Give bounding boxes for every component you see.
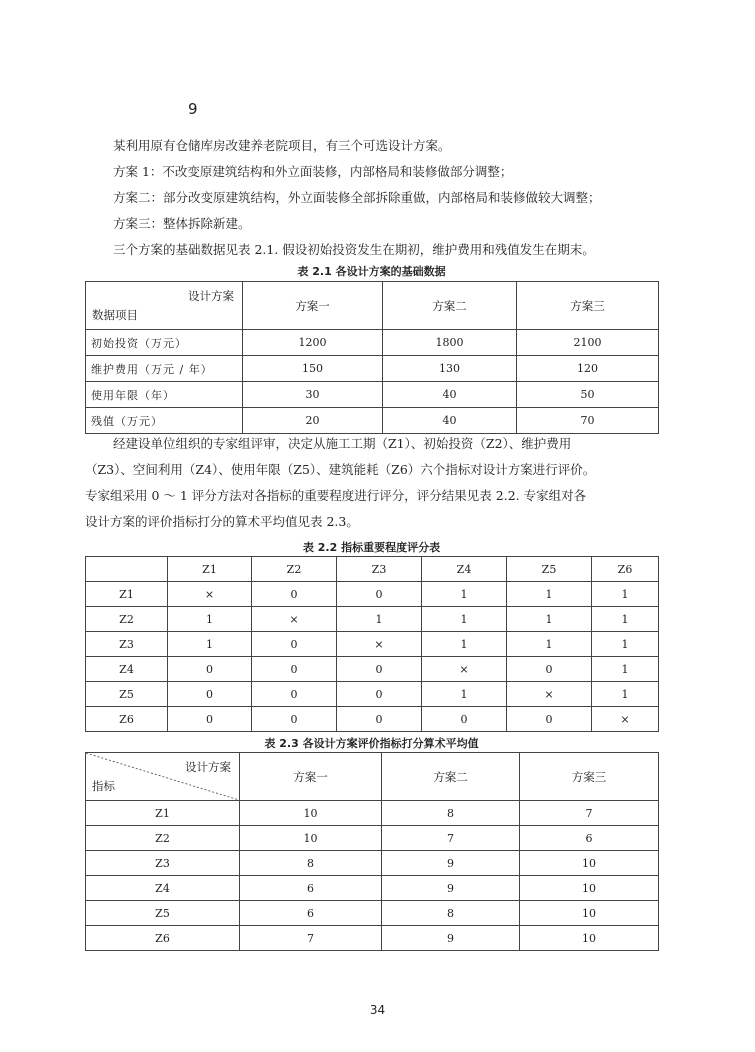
column-header: 方案一 bbox=[243, 282, 383, 330]
table-cell: 6 bbox=[520, 826, 659, 851]
table-cell: 10 bbox=[240, 801, 382, 826]
table-cell: 40 bbox=[383, 408, 517, 434]
table-cell: 8 bbox=[240, 851, 382, 876]
middle-line: （Z3）、空间利用（Z4）、使用年限（Z5）、建筑能耗（Z6）六个指标对设计方案进行评价。 bbox=[85, 462, 596, 477]
table-row bbox=[86, 876, 659, 901]
table-cell: 1 bbox=[592, 657, 659, 682]
table-cell: 1 bbox=[337, 607, 422, 632]
table-cell: 7 bbox=[382, 826, 520, 851]
row-label: 使用年限（年） bbox=[86, 382, 243, 408]
row-label: Z2 bbox=[86, 826, 240, 851]
table1-caption: 表 2.1 各设计方案的基础数据 bbox=[297, 265, 446, 278]
table-cell: 150 bbox=[243, 356, 383, 382]
corner-bottom-label: 数据项目 bbox=[92, 308, 138, 322]
table-cell: 7 bbox=[240, 926, 382, 951]
table-cell: 0 bbox=[252, 632, 337, 657]
table-cell: × bbox=[592, 707, 659, 732]
middle-line: 经建设单位组织的专家组评审，决定从施工工期（Z1）、初始投资（Z2）、维护费用 bbox=[113, 436, 572, 451]
table-cell: 6 bbox=[240, 901, 382, 926]
row-label: 初始投资（万元） bbox=[86, 330, 243, 356]
table-cell: 0 bbox=[337, 707, 422, 732]
row-label: Z5 bbox=[86, 901, 240, 926]
table-cell: 30 bbox=[243, 382, 383, 408]
row-label: Z6 bbox=[86, 707, 168, 732]
table-cell: 0 bbox=[337, 682, 422, 707]
table-cell: × bbox=[252, 607, 337, 632]
page-number: 34 bbox=[369, 1003, 386, 1017]
table-cell: 9 bbox=[382, 926, 520, 951]
table-cell: 1 bbox=[507, 582, 592, 607]
table3-corner-cell bbox=[86, 753, 240, 801]
corner-top-label: 设计方案 bbox=[188, 289, 234, 303]
table-cell: 1 bbox=[422, 582, 507, 607]
table-cell: 0 bbox=[252, 657, 337, 682]
table-cell: 10 bbox=[520, 851, 659, 876]
table-row bbox=[86, 382, 659, 408]
row-label: Z1 bbox=[86, 582, 168, 607]
table-cell: 1 bbox=[168, 607, 252, 632]
table-cell: 0 bbox=[168, 707, 252, 732]
table-cell: 1 bbox=[592, 632, 659, 657]
intro-line: 方案三：整体拆除新建。 bbox=[113, 216, 251, 231]
table-row bbox=[86, 851, 659, 876]
table-cell: 120 bbox=[517, 356, 659, 382]
table-cell: 1 bbox=[422, 682, 507, 707]
row-label: Z3 bbox=[86, 851, 240, 876]
table-cell: 0 bbox=[337, 657, 422, 682]
intro-line: 某利用原有仓储库房改建养老院项目，有三个可选设计方案。 bbox=[113, 138, 451, 153]
table-cell: 0 bbox=[168, 657, 252, 682]
table-cell: 0 bbox=[422, 707, 507, 732]
table-cell: 10 bbox=[520, 901, 659, 926]
table-cell: 1 bbox=[507, 632, 592, 657]
table-cell: 10 bbox=[520, 926, 659, 951]
table-cell: 9 bbox=[382, 876, 520, 901]
table-cell: 70 bbox=[517, 408, 659, 434]
column-header: Z5 bbox=[507, 557, 592, 582]
table-header-row bbox=[86, 282, 659, 330]
row-label: Z4 bbox=[86, 876, 240, 901]
table2-caption: 表 2.2 指标重要程度评分表 bbox=[302, 541, 441, 554]
table-cell: 10 bbox=[240, 826, 382, 851]
table-cell: 1 bbox=[592, 582, 659, 607]
table-cell: 0 bbox=[337, 582, 422, 607]
middle-paragraph bbox=[85, 431, 685, 535]
table-cell: 0 bbox=[252, 682, 337, 707]
row-label: Z5 bbox=[86, 682, 168, 707]
intro-line: 三个方案的基础数据见表 2.1. 假设初始投资发生在期初，维护费用和残值发生在期末。 bbox=[113, 242, 595, 257]
table-row bbox=[86, 408, 659, 434]
table-cell: 0 bbox=[168, 682, 252, 707]
table-row bbox=[86, 657, 659, 682]
table-importance-scores bbox=[85, 556, 659, 732]
table-cell: × bbox=[168, 582, 252, 607]
table1-corner-cell bbox=[86, 282, 243, 330]
column-header: Z3 bbox=[337, 557, 422, 582]
corner-bottom-label: 指标 bbox=[92, 779, 115, 793]
middle-line: 设计方案的评价指标打分的算术平均值见表 2.3。 bbox=[85, 514, 359, 529]
table-cell: 1 bbox=[422, 607, 507, 632]
table-cell: 7 bbox=[520, 801, 659, 826]
table-cell: 8 bbox=[382, 801, 520, 826]
column-header: Z6 bbox=[592, 557, 659, 582]
table-cell: 50 bbox=[517, 382, 659, 408]
column-header: Z1 bbox=[168, 557, 252, 582]
column-header: 方案二 bbox=[382, 753, 520, 801]
table-row bbox=[86, 607, 659, 632]
table-cell: 2100 bbox=[517, 330, 659, 356]
table-cell: × bbox=[422, 657, 507, 682]
column-header: 方案一 bbox=[240, 753, 382, 801]
table-row bbox=[86, 330, 659, 356]
table-cell: × bbox=[507, 682, 592, 707]
table-row bbox=[86, 926, 659, 951]
column-header: 方案三 bbox=[520, 753, 659, 801]
corner-top-label: 设计方案 bbox=[185, 760, 231, 774]
intro-paragraphs bbox=[85, 133, 685, 263]
row-label: 维护费用（万元 / 年） bbox=[86, 356, 243, 382]
intro-line: 方案二：部分改变原建筑结构，外立面装修全部拆除重做，内部格局和装修做较大调整； bbox=[113, 190, 601, 205]
table-cell: 6 bbox=[240, 876, 382, 901]
table-cell: 1200 bbox=[243, 330, 383, 356]
table-row bbox=[86, 801, 659, 826]
intro-line: 方案 1：不改变原建筑结构和外立面装修，内部格局和装修做部分调整； bbox=[113, 164, 513, 179]
table-row bbox=[86, 582, 659, 607]
table-cell: 0 bbox=[507, 657, 592, 682]
table-cell: 20 bbox=[243, 408, 383, 434]
row-label: Z2 bbox=[86, 607, 168, 632]
table-cell: 0 bbox=[507, 707, 592, 732]
table-cell: 1 bbox=[422, 632, 507, 657]
column-header: 方案三 bbox=[517, 282, 659, 330]
row-label: Z3 bbox=[86, 632, 168, 657]
table-cell: 1 bbox=[168, 632, 252, 657]
table-cell: 9 bbox=[382, 851, 520, 876]
middle-line: 专家组采用 0 ～ 1 评分方法对各指标的重要程度进行评分，评分结果见表 2.2. 专家组对各 bbox=[85, 488, 587, 503]
table-row bbox=[86, 826, 659, 851]
table-average-scores bbox=[85, 752, 659, 951]
table-header-row bbox=[86, 557, 659, 582]
table-cell: 1800 bbox=[383, 330, 517, 356]
table-cell: 1 bbox=[592, 607, 659, 632]
table-cell: × bbox=[337, 632, 422, 657]
column-header: Z2 bbox=[252, 557, 337, 582]
table-cell: 1 bbox=[592, 682, 659, 707]
table-header-row bbox=[86, 753, 659, 801]
column-header: Z4 bbox=[422, 557, 507, 582]
column-header: 方案二 bbox=[383, 282, 517, 330]
table-cell: 1 bbox=[507, 607, 592, 632]
row-label: Z1 bbox=[86, 801, 240, 826]
table-row bbox=[86, 356, 659, 382]
table-cell: 10 bbox=[520, 876, 659, 901]
table-row bbox=[86, 632, 659, 657]
table2-corner-cell bbox=[86, 557, 168, 582]
table-cell: 8 bbox=[382, 901, 520, 926]
table-cell: 40 bbox=[383, 382, 517, 408]
table-basic-data bbox=[85, 281, 659, 434]
problem-number: 9 bbox=[188, 100, 198, 118]
table-row bbox=[86, 901, 659, 926]
table-cell: 0 bbox=[252, 582, 337, 607]
table-cell: 0 bbox=[252, 707, 337, 732]
table3-caption: 表 2.3 各设计方案评价指标打分算术平均值 bbox=[264, 737, 479, 750]
row-label: Z6 bbox=[86, 926, 240, 951]
row-label: Z4 bbox=[86, 657, 168, 682]
table-row bbox=[86, 682, 659, 707]
table-row bbox=[86, 707, 659, 732]
table-cell: 130 bbox=[383, 356, 517, 382]
row-label: 残值（万元） bbox=[86, 408, 243, 434]
